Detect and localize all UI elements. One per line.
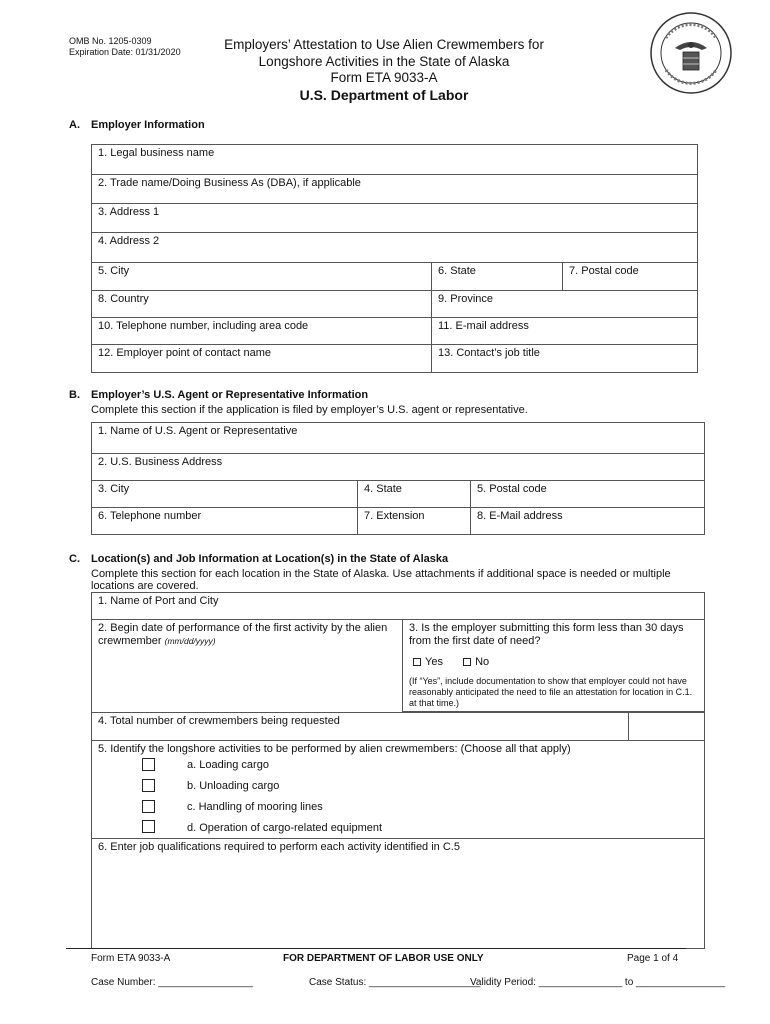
agent-email-field[interactable] [471, 508, 705, 535]
less-than-30-days-label: 3. Is the employer submitting this form less than 30 days from the first date of need? [409, 622, 684, 647]
expiration-date: Expiration Date: 01/31/2020 [69, 47, 181, 57]
section-a-letter: A. [69, 119, 80, 131]
total-crewmembers-label: 4. Total number of crewmembers being requested [98, 715, 340, 727]
agent-city-label: 3. City [98, 483, 130, 495]
legal-business-name-field[interactable] [92, 145, 698, 175]
footer-form-id: Form ETA 9033-A [91, 953, 171, 964]
begin-date-format: (mm/dd/yyyy) [164, 636, 216, 646]
agent-email-label: 8. E-Mail address [477, 510, 563, 522]
begin-date-label: 2. Begin date of performance of the first activity by the alien crewmember [98, 622, 388, 647]
address-2-field[interactable] [92, 233, 698, 263]
cargo-equipment-label: d. Operation of cargo-related equipment [187, 822, 383, 834]
employer-state-label: 6. State [438, 265, 476, 277]
trade-name-field[interactable] [92, 175, 698, 204]
footer-validity-period: Validity Period: _______________ to ________________ [470, 977, 726, 988]
section-b-title: Employer’s U.S. Agent or Representative Information [91, 389, 369, 401]
mooring-lines-checkbox[interactable] [142, 800, 155, 813]
agent-name-label: 1. Name of U.S. Agent or Representative [98, 425, 298, 437]
agent-city-field[interactable] [92, 481, 358, 508]
employer-country-label: 8. Country [98, 293, 149, 305]
employer-country-field[interactable] [92, 291, 432, 318]
unloading-cargo-checkbox[interactable] [142, 779, 155, 792]
section-a-title: Employer Information [91, 119, 205, 131]
job-qualifications-field[interactable] [92, 839, 705, 949]
agent-business-address-label: 2. U.S. Business Address [98, 456, 223, 468]
yes-documentation-note: (If “Yes”, include documentation to show that employer could not have reasonably anticipated the need to file an attestation for location in C.1. at that time.) [409, 676, 693, 708]
employer-telephone-label: 10. Telephone number, including area code [98, 320, 309, 332]
yes-checkbox[interactable] [413, 658, 421, 666]
section-b-heading [69, 389, 368, 401]
omb-number: OMB No. 1205-0309 [69, 36, 152, 46]
loading-cargo-checkbox[interactable] [142, 758, 155, 771]
agent-postal-code-label: 5. Postal code [477, 483, 547, 495]
yes-label: Yes [425, 656, 443, 668]
section-c-letter: C. [69, 553, 80, 565]
department-name: U.S. Department of Labor [299, 86, 469, 103]
section-a-heading [69, 119, 205, 131]
footer-page-number: Page 1 of 4 [627, 953, 679, 964]
port-city-field[interactable] [92, 593, 705, 620]
agent-name-field[interactable] [92, 423, 705, 454]
total-crewmembers-value[interactable] [629, 713, 705, 741]
employer-email-label: 11. E-mail address [438, 320, 529, 332]
section-b-instructions: Complete this section if the application is filed by employer’s U.S. agent or representative. [91, 404, 528, 416]
contact-title-field[interactable] [432, 345, 698, 373]
no-checkbox[interactable] [463, 658, 471, 666]
employer-postal-code-label: 7. Postal code [569, 265, 639, 277]
total-crewmembers-field[interactable] [92, 713, 629, 741]
activity-mooring [142, 800, 323, 813]
omb-block [69, 36, 181, 58]
employer-info-table [91, 144, 698, 373]
address-1-label: 3. Address 1 [98, 206, 160, 218]
activity-loading [142, 758, 269, 771]
agent-business-address-field[interactable] [92, 454, 705, 481]
employer-state-field[interactable] [432, 263, 563, 291]
longshore-activities-label: 5. Identify the longshore activities to be performed by alien crewmembers: (Choose all that apply) [98, 743, 571, 755]
dol-seal-icon [650, 12, 732, 94]
footer-dol-use-only: FOR DEPARTMENT OF LABOR USE ONLY [283, 953, 484, 964]
footer-case-status: Case Status: ____________________ [309, 977, 481, 988]
begin-date-field[interactable] [92, 620, 403, 713]
form-title [190, 37, 578, 103]
footer-case-number: Case Number: _________________ [91, 977, 253, 988]
agent-telephone-label: 6. Telephone number [98, 510, 202, 522]
employer-province-field[interactable] [432, 291, 698, 318]
section-c-instructions: Complete this section for each location in the State of Alaska. Use attachments if additional space is needed or multiple locations are covered. [91, 568, 671, 592]
agent-state-label: 4. State [364, 483, 402, 495]
section-c-title: Location(s) and Job Information at Location(s) in the State of Alaska [91, 553, 449, 565]
loading-cargo-label: a. Loading cargo [187, 759, 269, 771]
contact-name-field[interactable] [92, 345, 432, 373]
section-c-heading [69, 553, 448, 565]
employer-city-field[interactable] [92, 263, 432, 291]
agent-telephone-field[interactable] [92, 508, 358, 535]
trade-name-label: 2. Trade name/Doing Business As (DBA), if applicable [98, 177, 361, 189]
no-label: No [475, 656, 490, 668]
address-2-label: 4. Address 2 [98, 235, 160, 247]
mooring-lines-label: c. Handling of mooring lines [187, 801, 323, 813]
port-city-label: 1. Name of Port and City [98, 595, 219, 607]
employer-email-field[interactable] [432, 318, 698, 345]
cargo-equipment-checkbox[interactable] [142, 820, 155, 833]
employer-postal-code-field[interactable] [563, 263, 698, 291]
agent-postal-code-field[interactable] [471, 481, 705, 508]
employer-province-label: 9. Province [438, 293, 494, 305]
employer-telephone-field[interactable] [92, 318, 432, 345]
footer-divider [66, 948, 686, 949]
agent-extension-field[interactable] [358, 508, 471, 535]
location-info-table [91, 592, 705, 949]
activity-unloading [142, 779, 280, 792]
legal-business-name-label: 1. Legal business name [98, 147, 215, 159]
agent-info-table [91, 422, 705, 535]
less-than-30-days-question [403, 620, 705, 712]
contact-name-label: 12. Employer point of contact name [98, 347, 272, 359]
address-1-field[interactable] [92, 204, 698, 233]
longshore-activities-field [92, 741, 705, 839]
title-line-2: Longshore Activities in the State of Alaska [258, 53, 510, 69]
agent-extension-label: 7. Extension [364, 510, 425, 522]
section-b-letter: B. [69, 389, 80, 401]
activity-equipment [142, 820, 383, 834]
title-line-1: Employers’ Attestation to Use Alien Crewmembers for [224, 37, 544, 52]
title-line-3: Form ETA 9033-A [330, 70, 438, 85]
agent-state-field[interactable] [358, 481, 471, 508]
job-qualifications-label: 6. Enter job qualifications required to perform each activity identified in C.5 [98, 841, 460, 853]
unloading-cargo-label: b. Unloading cargo [187, 780, 280, 792]
employer-city-label: 5. City [98, 265, 130, 277]
contact-title-label: 13. Contact’s job title [438, 347, 540, 359]
